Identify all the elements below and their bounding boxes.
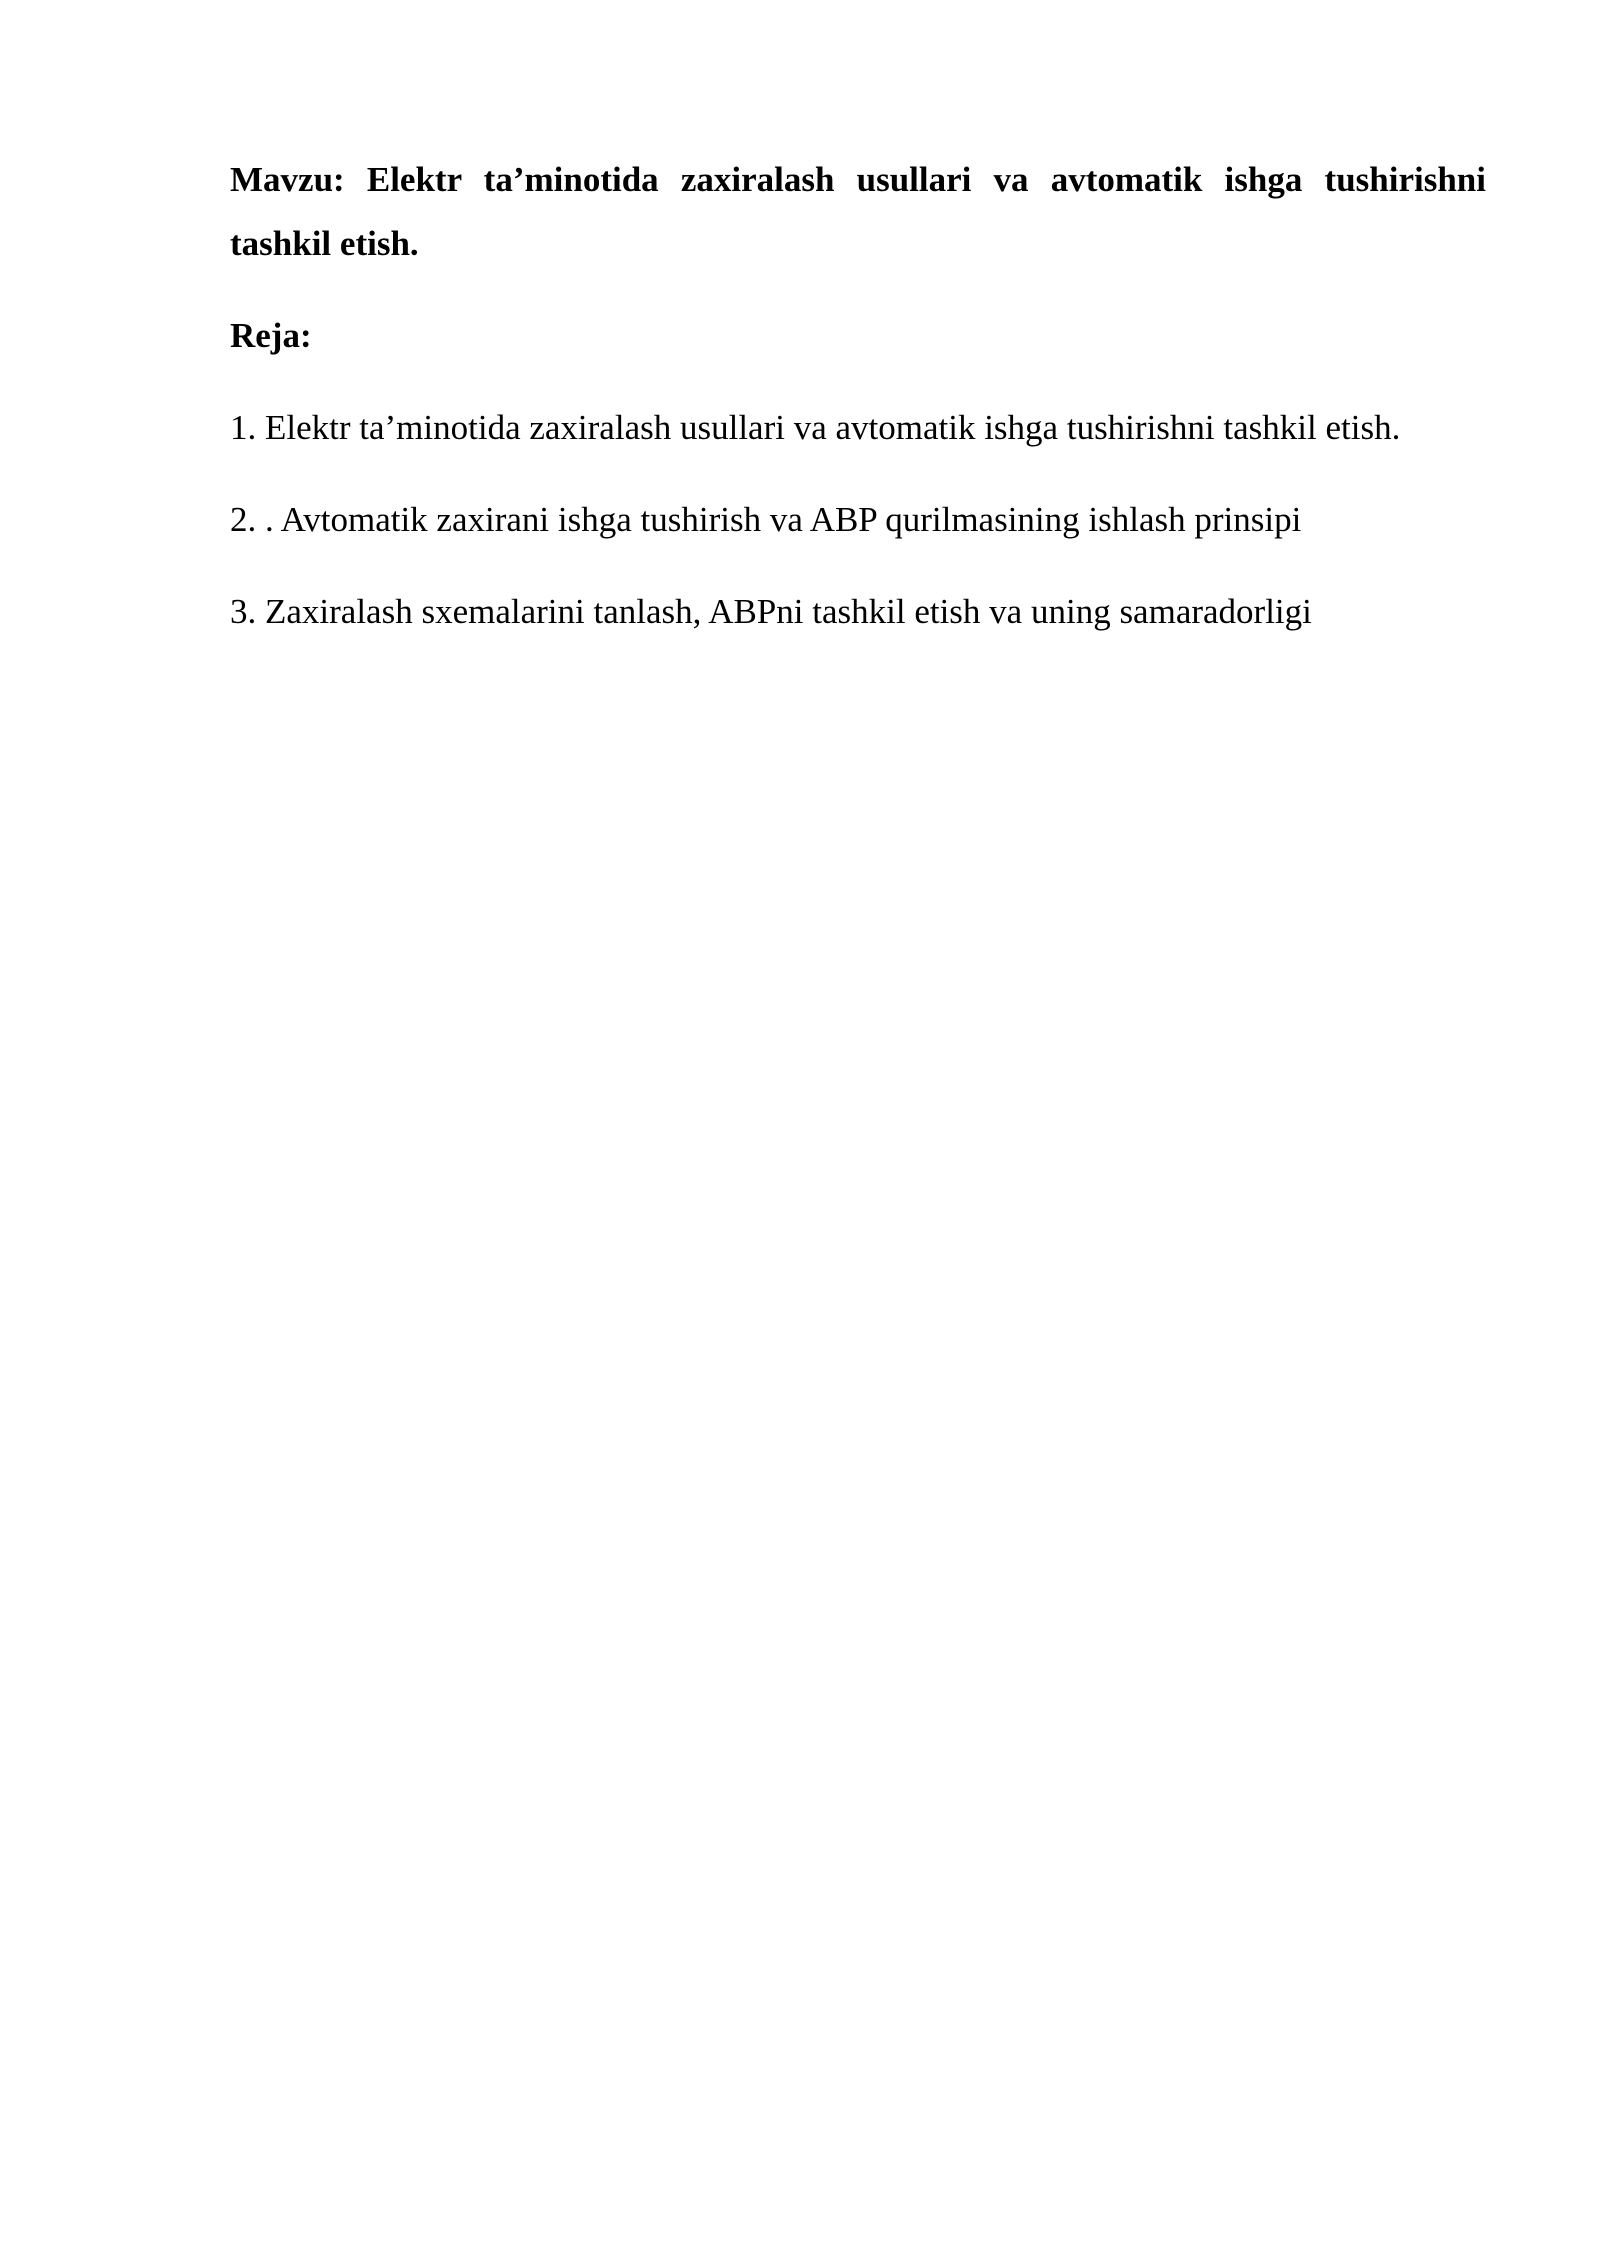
plan-heading: Reja:	[230, 316, 312, 355]
document-title: Mavzu: Elektr ta’minotida zaxiralash usullari va avtomatik ishga tushirishni tashkil etish.	[230, 160, 1486, 263]
plan-item-2: 2. . Avtomatik zaxirani ishga tushirish va ABP qurilmasining ishlash prinsipi	[230, 500, 1302, 539]
plan-item-3: 3. Zaxiralash sxemalarini tanlash, ABPni tashkil etish va uning samaradorligi	[230, 592, 1312, 631]
document-body	[230, 148, 1486, 644]
plan-item-1: 1. Elektr ta’minotida zaxiralash usullari va avtomatik ishga tushirishni tashkil etish.	[230, 408, 1401, 447]
